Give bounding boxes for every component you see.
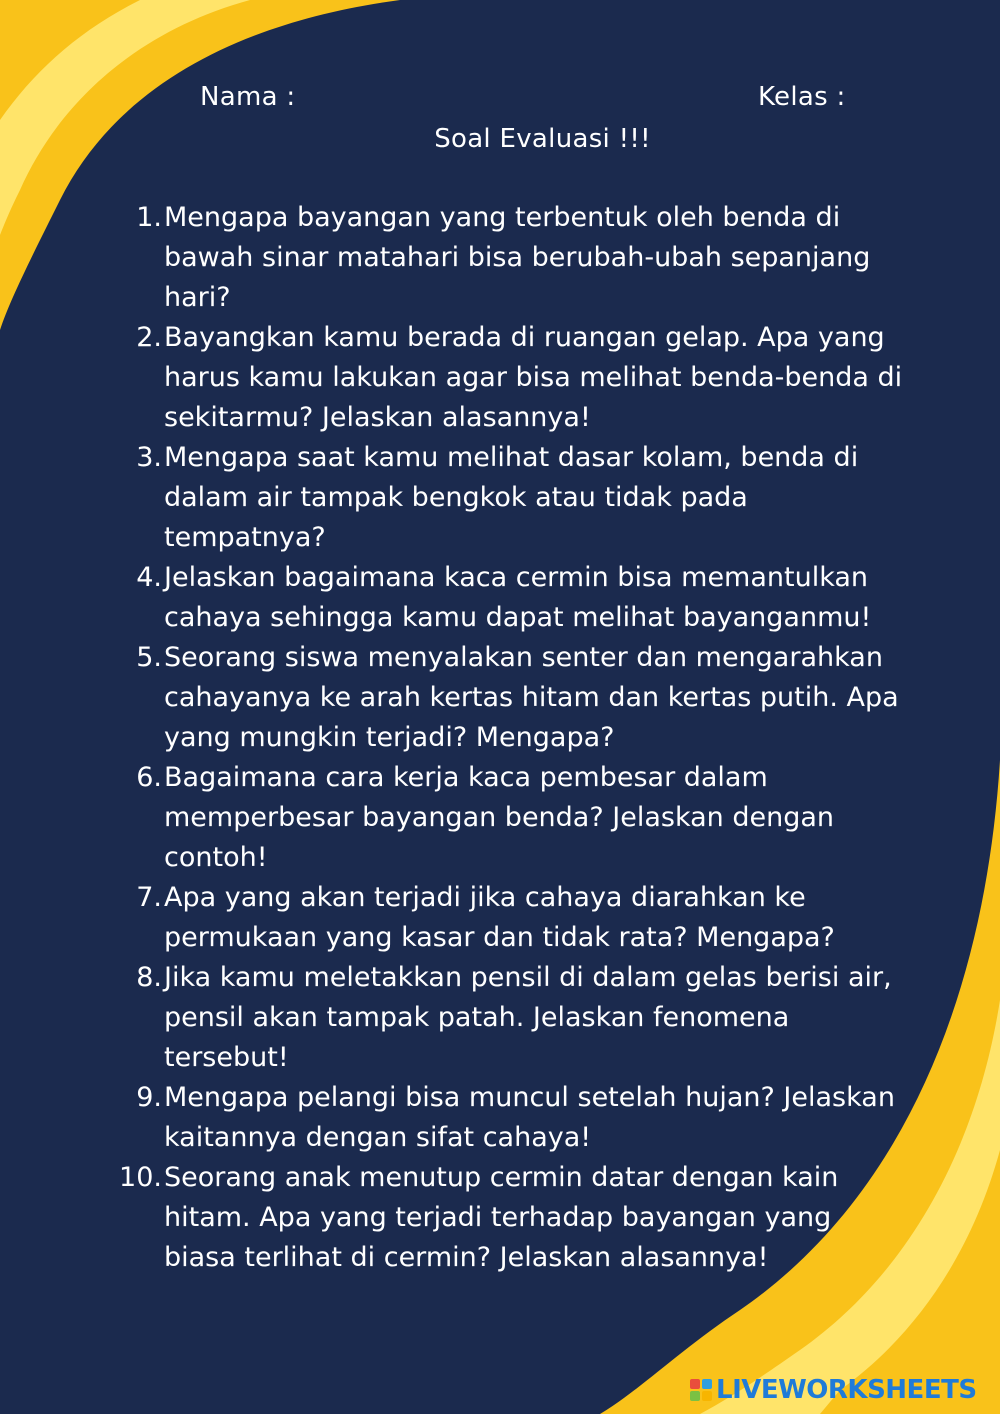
question-number: 3. <box>136 442 162 473</box>
question-number: 6. <box>136 762 162 793</box>
question-text: Apa yang akan terjadi jika cahaya diarahkan ke permukaan yang kasar dan tidak rata? Mengapa? <box>164 882 835 953</box>
page-title: Soal Evaluasi !!! <box>434 124 651 154</box>
question-item <box>108 198 908 318</box>
question-item <box>108 318 908 438</box>
question-item <box>108 638 908 758</box>
question-number: 8. <box>136 962 162 993</box>
question-number: 7. <box>136 882 162 913</box>
liveworksheets-logo-text: LIVEWORKSHEETS <box>716 1375 977 1405</box>
question-text: Mengapa saat kamu melihat dasar kolam, benda di dalam air tampak bengkok atau tidak pada tempatnya? <box>164 442 859 553</box>
question-text: Jika kamu meletakkan pensil di dalam gelas berisi air, pensil akan tampak patah. Jelaskan fenomena tersebut! <box>164 962 892 1073</box>
liveworksheets-logo[interactable] <box>690 1372 977 1408</box>
question-item <box>108 558 908 638</box>
question-text: Bayangkan kamu berada di ruangan gelap. Apa yang harus kamu lakukan agar bisa melihat benda-benda di sekitarmu? Jelaskan alasannya! <box>164 322 903 433</box>
question-item <box>108 958 908 1078</box>
nama-label: Nama : <box>200 82 296 112</box>
question-item <box>108 1078 908 1158</box>
question-text: Seorang siswa menyalakan senter dan mengarahkan cahayanya ke arah kertas hitam dan kertas putih. Apa yang mungkin terjadi? Mengapa? <box>164 642 899 753</box>
question-text: Mengapa bayangan yang terbentuk oleh benda di bawah sinar matahari bisa berubah-ubah sepanjang hari? <box>164 202 871 313</box>
question-text: Seorang anak menutup cermin datar dengan kain hitam. Apa yang terjadi terhadap bayangan yang biasa terlihat di cermin? Jelaskan alasannya! <box>164 1162 839 1273</box>
question-item <box>108 758 908 878</box>
question-item <box>108 1158 908 1278</box>
question-text: Jelaskan bagaimana kaca cermin bisa memantulkan cahaya sehingga kamu dapat melihat bayanganmu! <box>164 562 872 633</box>
question-text: Bagaimana cara kerja kaca pembesar dalam memperbesar bayangan benda? Jelaskan dengan contoh! <box>164 762 835 873</box>
question-number: 5. <box>136 642 162 673</box>
kelas-label: Kelas : <box>758 82 846 112</box>
question-text: Mengapa pelangi bisa muncul setelah hujan? Jelaskan kaitannya dengan sifat cahaya! <box>164 1082 895 1153</box>
question-number: 4. <box>136 562 162 593</box>
question-item <box>108 878 908 958</box>
liveworksheets-icon <box>690 1379 712 1401</box>
question-number: 10. <box>119 1162 162 1193</box>
question-item <box>108 438 908 558</box>
question-number: 9. <box>136 1082 162 1113</box>
question-number: 1. <box>136 202 162 233</box>
question-number: 2. <box>136 322 162 353</box>
question-list <box>108 198 908 1278</box>
